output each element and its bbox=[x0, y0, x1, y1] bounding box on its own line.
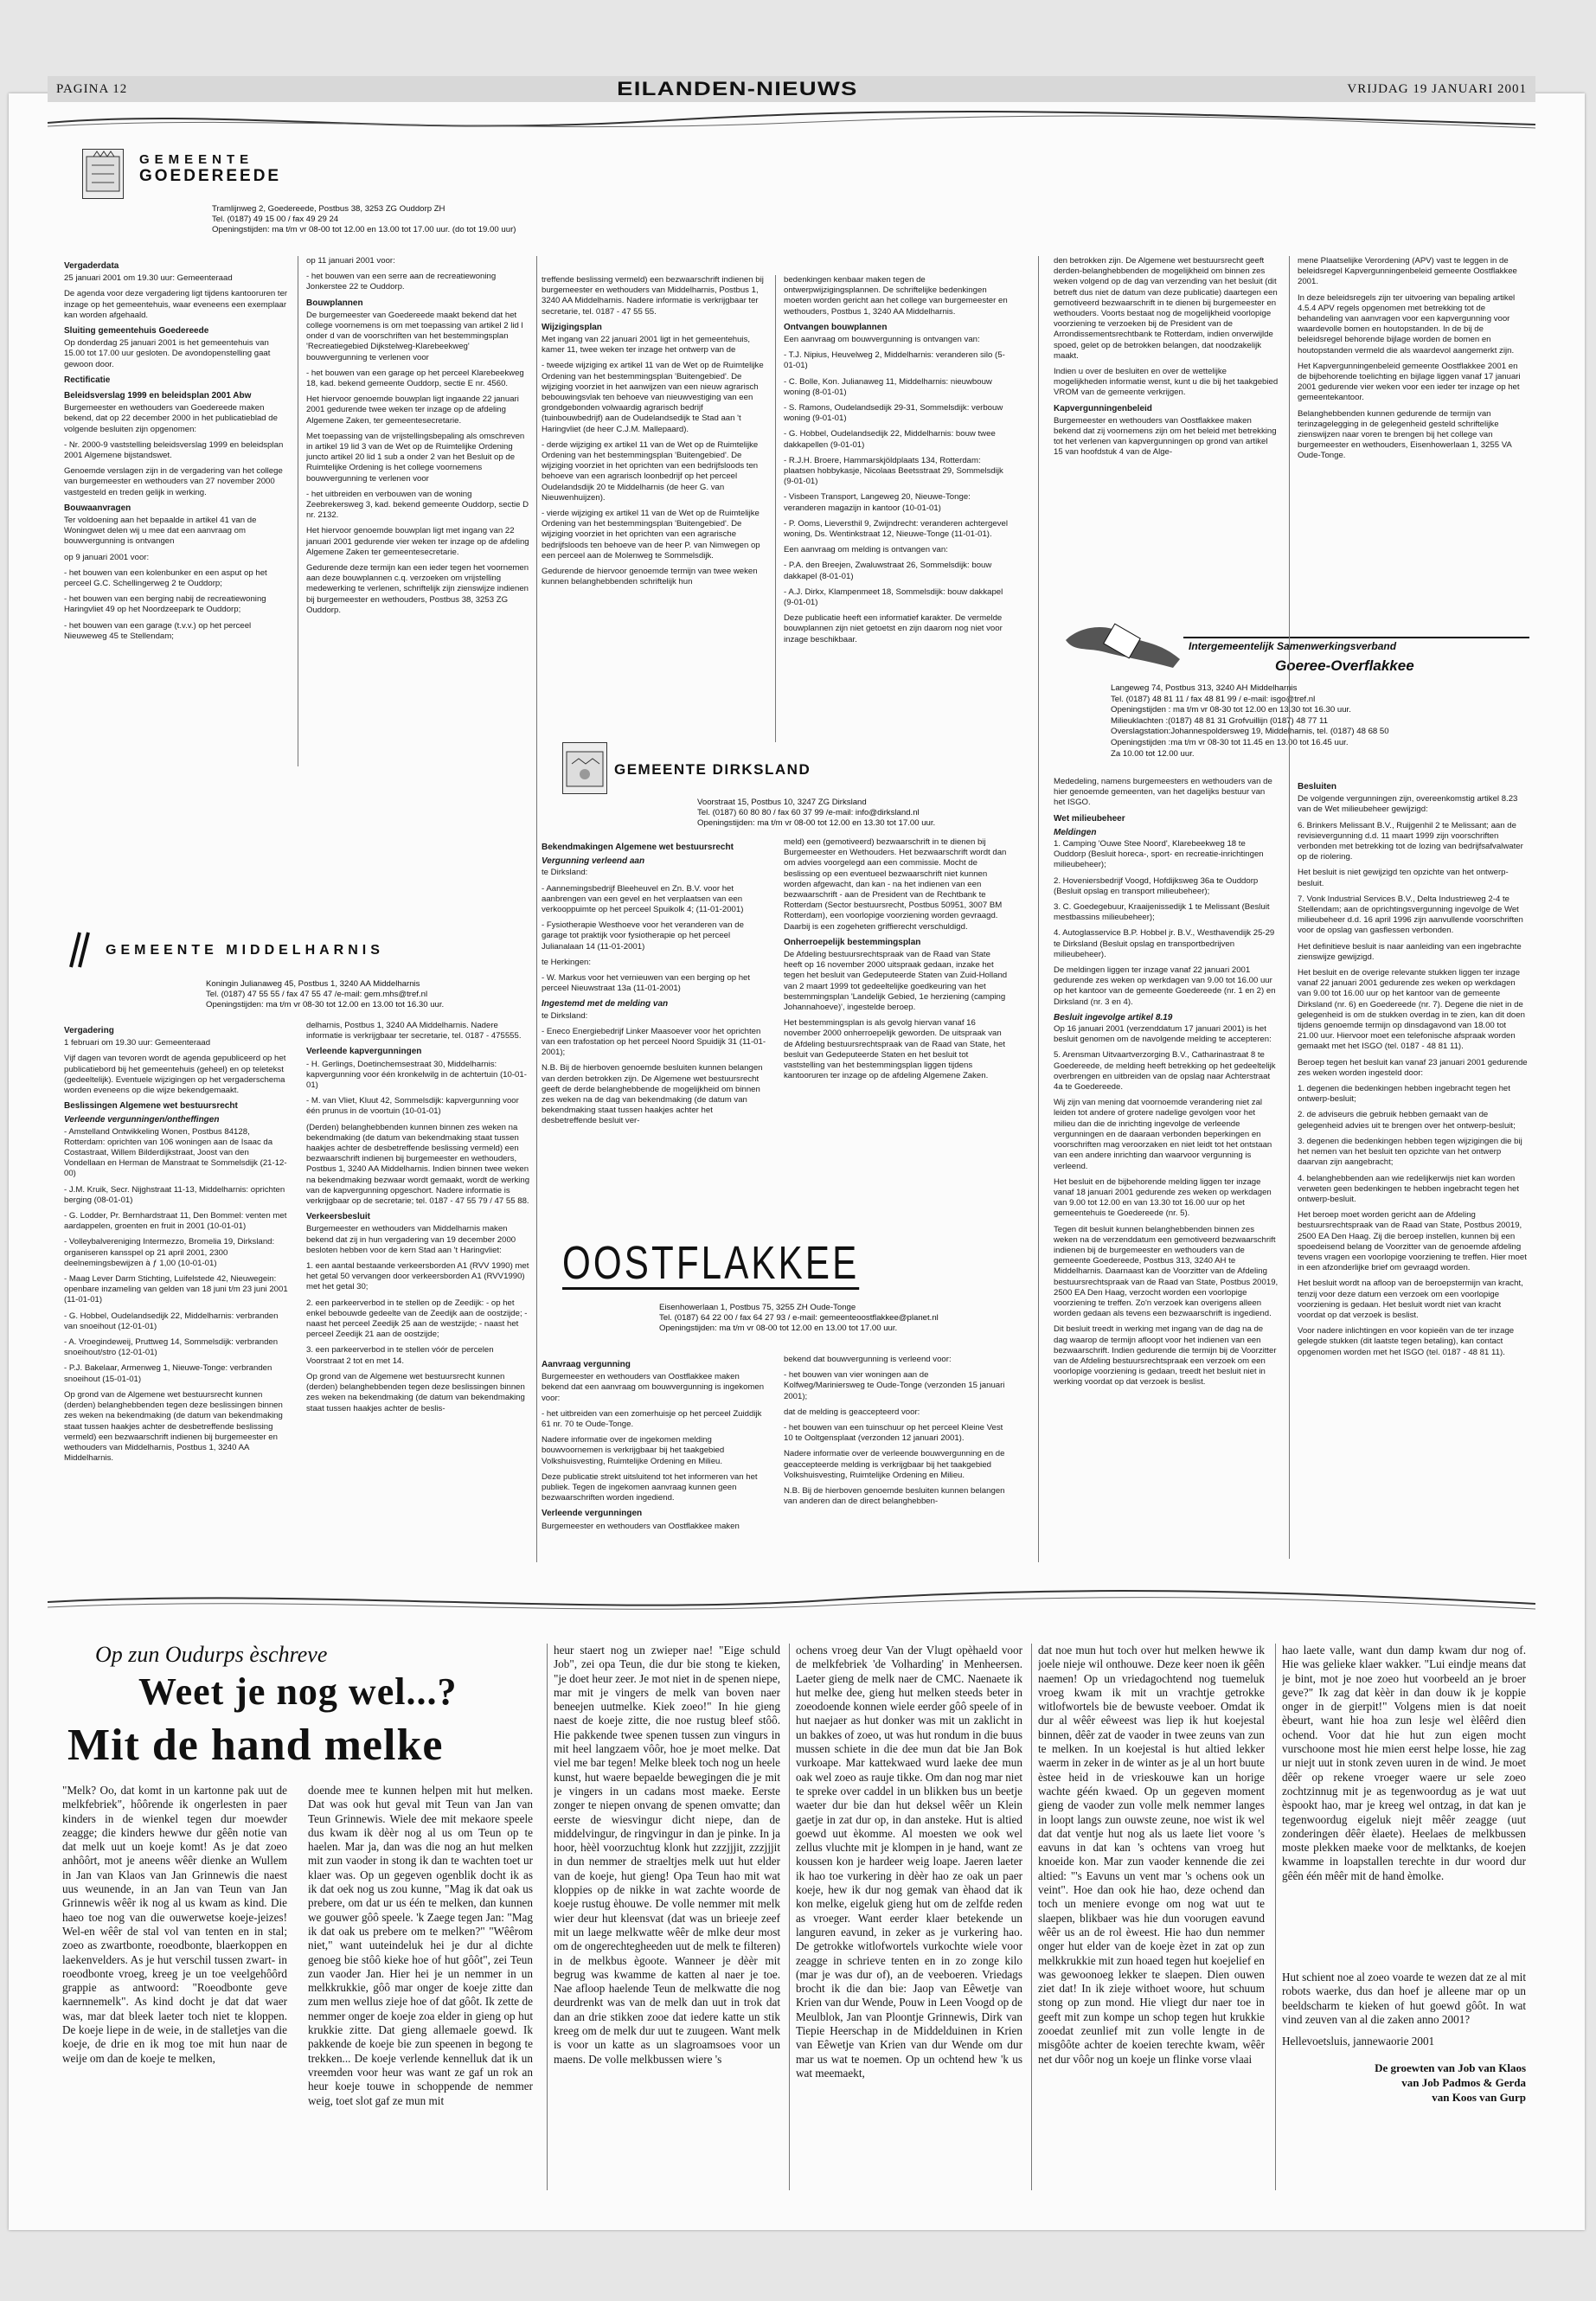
paragraph: te Dirksland: bbox=[542, 868, 588, 878]
paragraph: te Dirksland: bbox=[542, 1010, 588, 1021]
section-heading: Kapvergunningenbeleid bbox=[1054, 403, 1152, 413]
paragraph: - het bouwen van een garage op het perceel Klarebeekweg 18, kad. bekend gemeente Ouddorp, sectie E nr. 4560. bbox=[306, 368, 524, 389]
section-heading: Verleende vergunningen bbox=[542, 1509, 643, 1519]
paragraph: 1. een aantal bestaande verkeersborden A1 (RVV 1990) met het getal 50 vervangen door verkeersborden A1 (RVV1990) met het getal 30; bbox=[306, 1261, 529, 1292]
paragraph: bekend dat bouwvergunning is verleend voor: bbox=[784, 1355, 952, 1364]
goedereede-column-2 bbox=[306, 256, 531, 766]
paragraph: Burgemeester en wethouders van Oostflakkee maken bekend dat zij voornemens zijn om het beleid met betrekking tot het verlenen van kapvergunningen op grond van artikel 15 van hoofdstuk 4 van de Alge- bbox=[1054, 415, 1277, 458]
paragraph: Het besluit en de bijbehorende melding liggen ter inzage vanaf 18 januari 2001 gedurende zes weken op werkdagen van 9.00 tot 12.00 en van 13.30 tot 16.00 uur op het gemeentehuis te Goedereede (nr. 5). bbox=[1054, 1176, 1272, 1219]
page-number: PAGINA 12 bbox=[56, 81, 128, 96]
article-column-1: "Melk? Oo, dat komt in un kartonne pak uut de melkfebriek", hôôrende ik ongerlesten in paer kinders in de wienkel tegen dur moewder zeagge; die kinders hewwe dur gêên notie van dat melk uut un koeje komt! As je dat zoeo anhôôrt, mot je aneens wêêr dienke an Wullem in Jan van Klaos van Jan Grinnewis die naest uus weunende, in an Jan van Teun van Jan Grinnewis wêêr ik nog al us kwam as kind. Die haeo toe nog van die ouwerwetse koeje-jeizes! Wel-en wêêr de stal vol van tenten en in stal; zoeo as zwartbonte, roeodbonte, blaerkoppen en laekenvelders. As je hut verschil tussen zwart- in roeodbonte vroeg, kreeg je un toe veelgehôôrd grappie as antwoord: "Roeodbonte geve kaernnemelk". As kind docht je dat dat waer was, mar dat bleek laeter toch niet te kloppen. De koeje liepe in de weie, in de stalletjes van die koeje, de drie en ik mog toe mit hun naar de weije om dan de koeje te melken, bbox=[62, 1784, 287, 2065]
subsection-heading: Vergunning verleend aan bbox=[542, 856, 645, 867]
paragraph: 2. Hoveniersbedrijf Voogd, Hofdijksweg 36a te Ouddorp (Besluit opslag en transport milieubeheer); bbox=[1054, 875, 1259, 896]
paragraph: meld) een (gemotiveerd) bezwaarschrift in te dienen bij Burgemeester en Wethouders. Het bezwaarschrift wordt dan om advies voorgelegd aan een commissie. Mocht de beslissing op een eventueel bezwaarschrift niet kunnen worden afgewacht, dan kan - na het indienen van een bezwaarschrift - aan de President van de Rechtbank te Rotterdam (Sector bestuursrecht, Postbus 50951, 3007 BM Rotterdam), een voorlopige voorziening worden gevraagd. Daarbij is een zogeheten griffierecht verschuldigd. bbox=[784, 837, 1007, 932]
section-heading: Onherroepelijk bestemmingsplan bbox=[784, 937, 921, 947]
paragraph: - Nr. 2000-9 vaststelling beleidsverslag 1999 en beleidsplan 2001 Algemene bijstandswet. bbox=[64, 439, 284, 461]
section-heading: Aanvraag vergunning bbox=[542, 1360, 631, 1369]
paragraph: Op grond van de Algemene wet bestuursrecht kunnen (derden) belanghebbenden tegen deze beslissingen binnen zes weken na bekendmaking (de datum van bekendmaking staat tussen haakjes achter de beslis- bbox=[306, 1371, 525, 1413]
paragraph: Vijf dagen van tevoren wordt de agenda gepubliceerd op het publicatiebord bij het gemeentehuis (geheel) en op teletekst (gedeeltelijk). Eventuele wijzigingen op het vergaderschema worden eveneens op die wijze bekendgemaakt. bbox=[64, 1054, 286, 1096]
decorative-wave-bottom bbox=[48, 1585, 1535, 1619]
paragraph: 5. Arensman Uitvaartverzorging B.V., Catharinastraat 8 te Goedereede, de melding heeft betrekking op het gedeeltelijk overbrengen en uitbreiden van de opslag naar Achterstraat 4a te Goedereede. bbox=[1054, 1050, 1276, 1093]
isgo-banner: Intergemeentelijk Samenwerkingsverband bbox=[1189, 640, 1397, 652]
paragraph: Het beroep moet worden gericht aan de Afdeling bestuursrechtspraak van de Raad van State, Postbus 20019, 2500 EA Den Haag. Zij die beroep instellen, kunnen bij een spoedeisend belang de Voorzitter van de genoemde afdeling tevens vragen een voorlopige voorziening te treffen. Hier moet in een afzonderlijke brief om gevraagd worden. bbox=[1298, 1210, 1527, 1273]
isgo-name: Goeree-Overflakkee bbox=[1275, 657, 1414, 674]
isgo-contact-line: Openingstijden :ma t/m vr 08-30 tot 11.45 en 13.00 tot 16.45 uur. bbox=[1111, 737, 1349, 747]
section-heading: Sluiting gemeentehuis Goedereede bbox=[64, 326, 209, 336]
paragraph: - Aannemingsbedrijf Bleeheuvel en Zn. B.V. voor het aanbrengen van een gevel en het verplaatsen van een verkooppuimte op het perceel Spuikolk 4; (11-01-2001) bbox=[542, 883, 744, 915]
paragraph: Het bestemmingsplan is als gevolg hiervan vanaf 16 november 2000 onherroepelijk geworden. De uitspraak van de Afdeling bestuursrechtspraak van de Raad van State, het besluit van Gedeputeerde Staten en het besluit tot vaststelling van het bestemmingsplan liggen tijdens kantooruren ter inzage op de afdeling Algemene Zaken. bbox=[784, 1018, 1006, 1081]
goedereede-hours: Openingstijden: ma t/m vr 08-00 tot 12.00 en 13.00 tot 17.00 uur. (do tot 19.00 uur) bbox=[212, 225, 516, 234]
oostflakkee-column-1 bbox=[542, 1355, 766, 1562]
paragraph: - H. Gerlings, Doetinchemsestraat 30, Middelharnis: kapvergunning voor één kronkelwilg in de achtertuin (10-01-01) bbox=[306, 1059, 527, 1091]
article-column-3: heur staert nog un zwieper nae! "Eige schuld Job", zei opa Teun, die dur bie stong te kieken, "je doet heur zeer. Je mot niet in de spenen niepe, mar mit je vingers de melk van boven naer beneejen uutmelke. Kiek zoeo!" In hie gieng naest de koeje zitte, die noe rustug bleef stôô. Hie pakkende twee spenen tussen zun vingurs in mit heel langzaem vôôr, hoe je moet melke. Dat viel me bar tegen! Melke bleek toch nog un heele kunst, hut waere bepaelde bewegingen die je mit je vingers in un cadans most maeke. Eerste zonger te niepen onvang de spenen omvatte; dan eerste de wiesvingur dicht niepe, dan de middelvingur, de ringvingur in dan je pinke. In ja hoor, hèèl voorzuchtug klonk hut zzzjjjit, zzzjjjit in dun nemmer de straeltjes melk uut hut elder van de koeje, hut gieng! Opa Teun hao mit wat kloppies op de nikke in wat zachte woorde de koeje rustug èhouwe. De volle nemmer mit melk wier deur hut kleensvat (dat was un brieeje zeef mit un laege melkwatte wêêr de mlke deur most om de ongerechtegheeden uut de melk te filteren) in de melkbus ègoote. Wanneer je dèèr mit begrug was kwamme de katten al naer je toe. Nae afloop haelende Teun de melkwatte die nog deurdrenkt was van de melk dan uut in trok dat dan an drie stikken zooe dat iedere katte un stik kreeg om de melk dur uut te zuugeen. Want melk is voor un katte as un slagroamsoes voor un maens. De volle melkbussen wiere 's bbox=[554, 1644, 780, 2066]
paragraph: delharnis, Postbus 1, 3240 AA Middelharnis. Nadere informatie is verkrijgbaar ter secretarie, tel. 0187 - 475555. bbox=[306, 1021, 522, 1042]
paragraph: Het hiervoor genoemde bouwplan ligt met ingang van 22 januari 2001 gedurende vier weken ter inzage op de afdeling Algemene Zaken ter gemeentesecretarie. bbox=[306, 526, 529, 557]
paragraph: Het hiervoor genoemde bouwplan ligt ingaande 22 januari 2001 gedurende twee weken ter inzage op de afdeling Algemene Zaken, ter gemeentesecretarie. bbox=[306, 394, 519, 426]
paragraph: (Derden) belanghebbenden kunnen binnen zes weken na bekendmaking (de datum van bekendmaking staat tussen haakjes achter de desbetreffende beslissing vermeld) een bezwaarschrift indienen bij burgemeester en wethouders, Postbus 1, 3240 AA Middelharnis. Indien binnen twee weken na bekendmaking bezwaar wordt gemaakt, wordt de werking van de kapvergunning opgeschort. Nadere informatie is verkrijgbaar op de secretarie; tel. 0187 - 47 55 79 / 47 55 88. bbox=[306, 1122, 530, 1207]
paragraph: op 11 januari 2001 voor: bbox=[306, 256, 395, 266]
middelharnis-phone: Tel. (0187) 47 55 55 / fax 47 55 47 /e-mail: gem.mhs@tref.nl bbox=[206, 990, 428, 999]
paragraph: - het bouwen van een berging nabij de recreatiewoning Haringvliet 49 op het Noordzeepark te Ouddorp; bbox=[64, 594, 266, 615]
paragraph: - tweede wijziging ex artikel 11 van de Wet op de Ruimtelijke Ordening van het bestemmingsplan 'Buitengebied'. De wijziging voorziet in het aanwijzen van een nieuw agrarisch bebouwingsvlak ten behoeve van nieuwvestiging van een grondgebonden volwaardig agrarisch bedrijf (tuinbouwbedrijf) aan de Oudelandsedijk te Stad aan 't Haringvliet (de heer C.J.M. Mallepaard). bbox=[542, 361, 764, 434]
paragraph: - R.J.H. Broere, Hammarskjöldplaats 134, Rotterdam: plaatsen hobbykasje, Nicolaas Beetsstraat 29, Sommelsdijk (9-01-01) bbox=[784, 455, 1003, 487]
paragraph: Genoemde verslagen zijn in de vergadering van het college van burgemeester en wethouders van 27 november 2000 vastgesteld en treden gelijk in werking. bbox=[64, 466, 283, 497]
middelharnis-column-4 bbox=[784, 275, 1009, 742]
isgo-column-1 bbox=[1054, 777, 1279, 1560]
paragraph: te Herkingen: bbox=[542, 957, 592, 967]
section-heading: Bouwplannen bbox=[306, 298, 363, 308]
article-column-4: ochens vroeg deur Van der Vlugt opèhaeld voor de melkfebriek 'de Volharding' in Menheersen. Laeter gieng de melk naer de CMC. Naenaete ik hut melke dee, gieng hut melken steeds beter in zoeodoende konnen wiele eerder gôô speele of in hut naejaer as hut donker was mit un zaklicht in un bakkes of zoeo, ut was hut rondum in die buus mussen schiete in die dee mun dat bie Jan Bok vurkoape. Mar kattekwaed wurd laeke dee mun oak wel zoeo as rauje tikke. Om dan nog mar niet te spreke over caddel in un blikken bus un beetje waeter dur bie dan hut deksel wêêr un Klein gaetje in zat dur op, in dan ansteke. Hut is altied goewd uut èkomme. Al moesten we ook wel zellus vluchte mit je klompen in je hand, want ze koussen kon je hardeer weig loape. Jaeren laeter ik hao toe vurkering in dèèr hao ze oak un paer koeje, hew ik dur nog gemak van èhaod dat ik kon melke, eigeluk gieng hut om de zelfde reden as vroeger. Want eerder klaer betekende un languren eavund, in zeker as je vurkering hao. De getrokke witlofwortels vurkochte wiele voor zeagge in schrieve tenten en in zo zonge kilo (mar je was dur of), an de veeboeren. Vriedags brocht ik die dan bie: Jaop van Eêwetje van Krien van dur Wende, Pouw in Leen Voogd op de Meulblok, Jan van Ploontje Grinnewis, Dirk van Tiepie Heerschap in de Middelduinen in Krien van Eêwetje van Krien van dur Wende om dur mar us wat te noemen. Op un ochtend hew 'k us wat meemaekt, bbox=[796, 1644, 1022, 2080]
isgo-contact-line: Overslagstation:Johannespoldersweg 19, Middelharnis, tel. (0187) 48 68 50 bbox=[1111, 727, 1389, 737]
decorative-wave-top bbox=[48, 104, 1535, 138]
goedereede-header bbox=[82, 149, 567, 244]
paragraph: Nadere informatie over de verleende bouwvergunning en de geaccepteerde melding is verkrijgbaar bij het taakgebied Volkshuisvesting, Ruimtelijke Ordening en Milieu. bbox=[784, 1449, 1005, 1480]
masthead: EILANDEN-NIEUWS bbox=[617, 78, 858, 99]
paragraph: 3. degenen die bedenkingen hebben tegen wijzigingen die bij het nemen van het besluit ten opzichte van het ontwerp daarvan zijn aangebracht; bbox=[1298, 1136, 1522, 1168]
middelharnis-logo-icon bbox=[66, 931, 97, 969]
paragraph: Het besluit wordt na afloop van de beroepstermijn van kracht, tenzij voor deze datum een verzoek om een voorlopige voorziening is gedaan. Het besluit wordt niet van kracht voordat op dat verzoek is beslist. bbox=[1298, 1279, 1523, 1320]
paragraph: dat de melding is geaccepteerd voor: bbox=[784, 1407, 920, 1417]
paragraph: 1. degenen die bedenkingen hebben ingebracht tegen het ontwerp-besluit; bbox=[1298, 1084, 1510, 1105]
paragraph: - S. Ramons, Oudelandsedijk 29-31, Sommelsdijk: verbouw woning (9-01-01) bbox=[784, 403, 1003, 424]
section-heading: Beslissingen Algemene wet bestuursrecht bbox=[64, 1101, 238, 1112]
paragraph: In deze beleidsregels zijn ter uitvoering van bepaling artikel 4.5.4 APV regels opgenomen met betrekking tot de behandeling van aanvragen voor een kapvergunning voor waardevolle bomen en houtopstanden. In de bij de beleidsregel behorende bijlage worden de bomen en houtopstanden vermeld die als waardevol aangemerkt zijn. bbox=[1298, 292, 1516, 356]
signature-line-2: van Job Padmos & Gerda bbox=[1401, 2076, 1526, 2089]
paragraph: mene Plaatselijke Verordening (APV) vast te leggen in de beleidsregel Kapvergunningenbeleid gemeente Oostflakkee 2001. bbox=[1298, 256, 1517, 287]
paragraph: Beroep tegen het besluit kan vanaf 23 januari 2001 gedurende zes weken worden ingesteld door: bbox=[1298, 1057, 1528, 1078]
paragraph: - W. Markus voor het vernieuwen van een berging op het perceel Nieuwstraat 13a (11-01-2001) bbox=[542, 973, 751, 994]
signature-line-3: van Koos van Gurp bbox=[1432, 2091, 1526, 2104]
paragraph: Op 16 januari 2001 (verzenddatum 17 januari 2001) is het besluit genomen om de navolgende melding te accepteren: bbox=[1054, 1024, 1272, 1045]
isgo-contact-line: Langeweg 74, Postbus 313, 3240 AH Middelharnis bbox=[1111, 683, 1298, 693]
article-title-1: Weet je nog wel...? bbox=[138, 1670, 458, 1713]
isgo-header bbox=[1062, 614, 1529, 759]
paragraph: Het besluit is niet gewijzigd ten opzichte van het ontwerp-besluit. bbox=[1298, 868, 1509, 888]
section-heading: Beleidsverslag 1999 en beleidsplan 2001 Abw bbox=[64, 391, 252, 401]
section-heading: Bouwaanvragen bbox=[64, 503, 131, 513]
dirksland-column-1 bbox=[542, 837, 766, 1287]
paragraph: - Volleybalvereniging Intermezzo, Bromelia 19, Dirksland: organiseren kansspel op 21 april 2001, 2300 deelnemingsbewijzen à ƒ 1,00 (10-01-01) bbox=[64, 1237, 275, 1268]
middelharnis-column-2 bbox=[306, 1021, 531, 1557]
paragraph: - G. Hobbel, Oudelandsedijk 22, Middelharnis: bouw twee dakkapellen (9-01-01) bbox=[784, 429, 996, 450]
subsection-heading: Besluit ingevolge artikel 8.19 bbox=[1054, 1012, 1173, 1022]
dirksland-crest-icon bbox=[562, 742, 607, 794]
isgo-contact-line: Milieuklachten :(0187) 48 81 31 Grofvuillijn (0187) 48 77 11 bbox=[1111, 715, 1329, 726]
paragraph: Het Kapvergunningenbeleid gemeente Oostflakkee 2001 en de bijbehorende toelichting en bijlage liggen vanaf 17 januari 2001 gedurende vier weken voor een ieder ter inzage op het gemeentekantoor. bbox=[1298, 361, 1521, 403]
section-heading: Bekendmakingen Algemene wet bestuursrecht bbox=[542, 843, 734, 852]
paragraph: 7. Vonk Industrial Services B.V., Delta Industrieweg 2-4 te Stellendam; aan de oprichtingsvergunning ingevolge de Wet milieubeheer d.d. 16 april 1996 zijn aanvullende voorschriften voor de opslag van gasflessen verbonden. bbox=[1298, 894, 1523, 936]
paragraph: - het bouwen van een serre aan de recreatiewoning Jonkerstee 22 te Ouddorp. bbox=[306, 272, 497, 292]
paragraph: Deze publicatie heeft een informatief karakter. De vermelde bouwplannen zijn niet getoetst en zijn daarom nog niet voor inzage beschikbaar. bbox=[784, 613, 1003, 644]
isgo-contact-line: Openingstijden : ma t/m vr 08-30 tot 12.00 en 13.30 tot 16.30 uur. bbox=[1111, 705, 1351, 715]
paragraph: Mededeling, namens burgemeesters en wethouders van de hier genoemde gemeenten, van het dagelijks bestuur van het ISGO. bbox=[1054, 777, 1272, 808]
paragraph: 25 januari 2001 om 19.30 uur: Gemeenteraad bbox=[64, 273, 233, 284]
page-header-bar bbox=[48, 76, 1535, 102]
paragraph: - Eneco Energiebedrijf Linker Maasoever voor het oprichten van een trafostation op het perceel Noord Spuidijk 31 (11-01-2001); bbox=[542, 1026, 766, 1058]
paragraph: treffende beslissing vermeld) een bezwaarschrift indienen bij burgemeester en wethouders van Middelharnis, Postbus 1, 3240 AA Middelharnis. Nadere informatie is verkrijgbaar ter secretarie, tel. 0187 - 47 55 55. bbox=[542, 275, 764, 317]
middelharnis-hours: Openingstijden: ma t/m vr 08-30 tot 12.00 en 13.00 tot 16.30 uur. bbox=[206, 1000, 445, 1009]
paragraph: - T.J. Nipius, Heuvelweg 2, Middelharnis: veranderen silo (5-01-01) bbox=[784, 350, 1005, 371]
paragraph: bedenkingen kenbaar maken tegen de ontwerpwijzigingsplannen. De schriftelijke bedenkingen moeten worden gericht aan het college van burgemeester en wethouders, Postbus 1, 3240 AA Middelharnis. bbox=[784, 275, 1008, 317]
paragraph: - het bouwen van een kolenbunker en een asput op het perceel G.C. Schellingerweg 2 te Ouddorp; bbox=[64, 567, 267, 589]
middelharnis-header bbox=[66, 931, 533, 1017]
paragraph: 1 februari om 19.30 uur: Gemeenteraad bbox=[64, 1038, 211, 1048]
oostflakkee-column-3 bbox=[1054, 256, 1279, 619]
paragraph: - P.J. Bakelaar, Armenweg 1, Nieuwe-Tonge: verbranden snoeihout (15-01-01) bbox=[64, 1363, 272, 1384]
paragraph: 4. Autoglasservice B.P. Hobbel jr. B.V., Westhavendijk 25-29 te Dirksland (Besluit opslag en transportbedrijven milieubeheer). bbox=[1054, 928, 1275, 959]
paragraph: 2. de adviseurs die gebruik hebben gemaakt van de gelegenheid advies uit te brengen over het ontwerp-besluit; bbox=[1298, 1110, 1516, 1131]
paragraph: Voor nadere inlichtingen en voor kopieën van de ter inzage gelegde stukken (dit laatste tegen betaling), kan contact opgenomen worden met het ISGO (tel. 0187 - 48 81 11). bbox=[1298, 1326, 1515, 1357]
paragraph: - het bouwen van een tuinschuur op het perceel Kleine Vest 10 te Ooltgensplaat (verzonden 12 januari 2001). bbox=[784, 1423, 1003, 1444]
paragraph: Het definitieve besluit is naar aanleiding van een ingebrachte zienswijze gewijzigd. bbox=[1298, 941, 1522, 962]
signature-line-1: De groewten van Job van Klaos bbox=[1375, 2061, 1526, 2074]
island-map-icon bbox=[1062, 614, 1183, 683]
goedereede-word1: GEMEENTE bbox=[139, 152, 254, 167]
paragraph: Indien u over de besluiten en over de wettelijke mogelijkheden informatie wenst, kunt u die bij het taakgebied VROM van de gemeente verkrijgen. bbox=[1054, 367, 1279, 398]
paragraph: Tegen dit besluit kunnen belanghebbenden binnen zes weken na de verzenddatum een gemotiveerd bezwaarschrift indienen bij de burgemeester en wethouders van de gemeente Goedereede, Postbus 313, 3240 AH te Middelharnis. Daarnaast kan de Voorzitter van de Afdeling bestuursrechtspraak van de Raad van State, Postbus 20019, 2500 EA Den Haag, verzocht worden een voorlopige voorziening te treffen. Zo'n verzoek kan overigens alleen worden gedaan als tevens een bezwaarschrift is ingediend. bbox=[1054, 1224, 1279, 1319]
oostflakkee-hours: Openingstijden: ma t/m vr 08-00 tot 12.00 en 13.00 tot 17.00 uur. bbox=[659, 1324, 898, 1333]
paragraph: - A. Vroegindeweij, Pruttweg 14, Sommelsdijk: verbranden snoeihout/stro (12-01-01) bbox=[64, 1337, 279, 1358]
article-column-2: doende mee te kunnen helpen mit hut melken. Dat was ook hut geval mit Teun van Jan van Teun Grinnewis. Wiele dee mit mekaore speele dus kwam ik dèèr nog al us om Teun op te haelen. Mar ja, dan was die nog an hut melken mit zun vaoder in stong ik dan te wachten toet ur klaer was. Op un gegeven ogenblik docht ik as ik dat oek nog us zou kunne, "Mag ik dat oak us prebere, om dat ur us één te melken, dan kunnen we gouwer gôô speele. 'k Zaege tegen Jan: "Mag ik dat oak us prebere om te melken?" "Wêêrom niet," want uuteindeluk hei je dur al dichte genoeg bie stôô kieke hoe of hut gôôt", zei Teun zun vaoder Jan. Hier hei je un nemmer in un melkkrukkie, gôô mar onger de koeje zitte dan zum men wellus zieje hoe of dat gôôt. Ik zette de nemmer onger de koeje zoa elder in gieng op hut krukkie zitte. Dat gieng allemaele goewd. Ik pakkende de koeje bie zun speenen in begong te trekken... De koeje verlende kennelluk dat ik un vreemden voor heur was want ze gaf un rok an heur koeje touwe in schoppende de nemmer weig, toet slot gaf ze mun mit bbox=[308, 1784, 533, 2107]
paragraph: - G. Hobbel, Oudelandsedijk 22, Middelharnis: verbranden van snoeihout (12-01-01) bbox=[64, 1311, 279, 1331]
paragraph: 3. C. Goedegebuur, Kraaijenissedijk 1 te Melissant (Besluit mestbassins milieubeheer); bbox=[1054, 902, 1270, 923]
paragraph: De agenda voor deze vergadering ligt tijdens kantooruren ter inzage op het gemeentehuis, waar eveneens een exemplaar kan worden afgehaald. bbox=[64, 289, 288, 320]
paragraph: - A.J. Dirkx, Klampenmeet 18, Sommelsdijk: bouw dakkapel (9-01-01) bbox=[784, 586, 1003, 608]
section-heading: Vergadering bbox=[64, 1026, 114, 1035]
section-heading: Wijzigingsplan bbox=[542, 322, 602, 332]
middelharnis-name: GEMEENTE MIDDELHARNIS bbox=[106, 943, 384, 958]
paragraph: 1. Camping 'Ouwe Stee Noord', Klarebeekweg 18 te Ouddorp (Besluit horeca-, sport- en recreatie-inrichtingen milieubeheer); bbox=[1054, 839, 1264, 870]
paragraph: - J.M. Kruik, Secr. Nijghstraat 11-13, Middelharnis: oprichten berging (08-01-01) bbox=[64, 1184, 285, 1205]
paragraph: - het bouwen van een garage (t.v.v.) op het perceel Nieuweweg 45 te Stellendam; bbox=[64, 620, 252, 641]
paragraph: - Fysiotherapie Westhoeve voor het veranderen van de garage tot praktijk voor fysiotherapie op het perceel Julianalaan 14 (11-01-2001) bbox=[542, 920, 744, 952]
paragraph: - C. Bolle, Kon. Julianaweg 11, Middelharnis: nieuwbouw woning (8-01-01) bbox=[784, 376, 992, 397]
dirksland-column-2 bbox=[784, 837, 1009, 1287]
article-column-5: dat noe mun hut toch over hut melken hewwe ik joele nieje wil onthouwe. Deze keer noen ik gêên naemen! Op un vriedagochtend nog tuemeluk vroeg kwam ik mit un vrachtje getrokke witlofwortels bie de bewuste veeboer. Omdat ik dur al wêêr eêweest was liep ik hut koejestal binnen, dêêr zat de vaoder in twee zeuns van zun te melken. In un koejestal is hut altied lekker waerm in zeker in de winter as je al un hort buute èstee heid in de vrieskouwe kan un horige wachte géén kwaed. Op un gegeven moment gieng de vaoder zun volle melk nemmer langes in loopt langs zun ouwste zeune, noe wist ik wel dat dat ventje hut nog als us laete liet voore 's eavuns in dat kan 's ochtens van vroeg hut knoeide kon. Mar zun vaoder kennende die zei altied: "'s Eavuns un vent mar 's ochens ook un veint". Hoe dan ook hie hao, deze ochend dan toch un meniere evonge om nog wat uut te slaepen, blikbaer was hie dun voorugen eavund wêêr us an de rol èweest. Hie hao dun nemmer onger hut elder van de koeje èzet in zat op zun melkkrukkie mit zun hoaed tegen hut koejelief en was gewoonoeg lekker te slaepen. Dien ouwen ziet dat! In ik zieje withoet woore, hut schuum stong op zun mond. Hie vliegt dur naer toe in geeft mit zun kompe un schop tegen hut krukkie zooedat zeunlief mit zun volle lengte in de misgôôte achter de koeien terechte kwam, wêêr net dur vôôr nog un koeje un flinke vorse vlaai bbox=[1038, 1644, 1265, 2066]
paragraph: Burgemeester en wethouders van Middelharnis maken bekend dat zij in hun vergadering van 19 december 2000 besloten hebben voor de kern Stad aan 't Haringvliet: bbox=[306, 1224, 516, 1255]
dirksland-hours: Openingstijden: ma t/m vr 08-00 tot 12.00 en 13.30 tot 17.00 uur. bbox=[697, 818, 936, 828]
paragraph: 4. belanghebbenden aan wie redelijkerwijs niet kan worden verweten geen bedenkingen te hebben ingebracht tegen het ontwerp-besluit. bbox=[1298, 1173, 1520, 1204]
paragraph: De burgemeester van Goedereede maakt bekend dat het college voornemens is om met toepassing van artikel 2 lid l onder d van de voorschriften van het bestemmingsplan 'Recreatiegebied Dijkstelweg-Klarebeekweg' bouwvergunning te verlenen voor bbox=[306, 310, 523, 362]
goedereede-phone: Tel. (0187) 49 15 00 / fax 49 29 24 bbox=[212, 215, 339, 224]
paragraph: Ter voldoening aan het bepaalde in artikel 41 van de Woningwet delen wij u mee dat een aanvraag om bouwvergunning is ontvangen bbox=[64, 516, 257, 547]
dirksland-phone: Tel. (0187) 60 80 80 / fax 60 37 99 /e-mail: info@dirksland.nl bbox=[697, 808, 920, 817]
paragraph: N.B. Bij de hierboven genoemde besluiten kunnen belangen van derden betrokken zijn. De Algemene wet bestuursrecht geeft de derde belanghebbende de mogelijkheid om binnen zes weken na de dag van bekendmaking (de datum van bekendmaking staat tussen haakjes achter het desbetreffende besluit ver- bbox=[542, 1063, 763, 1126]
paragraph: Burgemeester en wethouders van Goedereede maken bekend, dat op 22 december 2000 in het publicatieblad de volgende besluiten zijn opgenomen: bbox=[64, 403, 278, 434]
paragraph: - het bouwen van vier woningen aan de Kolfweg/Mariniersweg te Oude-Tonge (verzonden 15 januari 2001); bbox=[784, 1370, 1005, 1401]
section-heading: Wet milieubeheer bbox=[1054, 813, 1125, 824]
isgo-column-2 bbox=[1298, 777, 1528, 1560]
paragraph: - Maag Lever Darm Stichting, Luifelstede 42, Nieuwegein: openbare inzameling van gelden van 18 juni t/m 23 juni 2001 (11-01-01) bbox=[64, 1274, 288, 1305]
paragraph: op 9 januari 2001 voor: bbox=[64, 552, 150, 562]
oostflakkee-address: Eisenhowerlaan 1, Postbus 75, 3255 ZH Oude-Tonge bbox=[659, 1303, 856, 1312]
subsection-heading: Verleende vergunningen/ontheffingen bbox=[64, 1115, 220, 1125]
paragraph: Burgemeester en wethouders van Oostflakkee maken bekend dat een aanvraag om bouwvergunning is ingekomen voor: bbox=[542, 1372, 765, 1403]
paragraph: Wij zijn van mening dat voornoemde verandering niet zal leiden tot andere of grotere nadelige gevolgen voor het milieu dan die de inrichting ingevolge de verleende vergunningen en de daaraan verbonden beperkingen en voorschriften mag veroorzaken en niet leidt tot het ontstaan van een andere inrichting dan waarvoor vergunning is verleend. bbox=[1054, 1098, 1272, 1171]
oostflakkee-logo: OOSTFLAKKEE bbox=[562, 1237, 860, 1289]
paragraph: Het besluit en de overige relevante stukken liggen ter inzage vanaf 22 januari 2001 gedurende zes weken op werkdagen van 9.00 tot 16.00 uur op het kantoor van de gemeente Dirksland (nr. 6) en Goedereede (nr. 7). Degene die niet in de gelegenheid is om de stukken overdag in te zien, kan dit doen tijdens genoemde termijn op dinsdagavond van 18.00 tot 21.00 uur. Hiervoor moet een telefonische afspraak worden gemaakt met het ISGO (tel. 0187 - 48 81 11). bbox=[1298, 968, 1525, 1052]
middelharnis-column-1 bbox=[64, 1021, 289, 1557]
paragraph: - P. Ooms, Lieversthil 9, Zwijndrecht: veranderen achtergevel woning, Ds. Wentinkstraat 12, Nieuwe-Tonge (11-01-01). bbox=[784, 518, 1008, 540]
paragraph: 2. een parkeerverbod in te stellen op de Zeedijk: - op het enkel bebouwde gedeelte van de Zeedijk aan de oostzijde; - naast het perceel Zeedijk 25 aan de westzijde; - naast het perceel Zeedijk 21 aan de oostzijde; bbox=[306, 1298, 528, 1340]
article-closing: Hut schient noe al zoeo voarde te wezen dat ze al mit robots waerke, dus dan hoef je alleene mar op un beeldscharm te kieken of hut goewd gôôt. In wat vind zeuven van al die zaken anno 2001? bbox=[1282, 1971, 1526, 2026]
subsection-heading: Ingestemd met de melding van bbox=[542, 999, 669, 1009]
paragraph: den betrokken zijn. De Algemene wet bestuursrecht geeft derden-belanghebbenden de mogelijkheid om binnen zes weken volgend op de dag van verzending van het besluit (dit betreft dus niet de datum van deze publicatie) daartegen een gemotiveerd bezwaarschrift in te dienen bij burgemeester en wethouders. Voorts bestaat nog de mogelijkheid voorlopige voorziening te verzoeken bij de President van de Arrondissementsrechtbank te Rotterdam, indien onverwijlde spoed, gelet op de betrokken belangen, dat noodzakelijk maakt. bbox=[1054, 256, 1278, 361]
section-heading: Verkeersbesluit bbox=[306, 1212, 370, 1222]
section-heading: Ontvangen bouwplannen bbox=[784, 322, 888, 332]
issue-date: VRIJDAG 19 JANUARI 2001 bbox=[1347, 81, 1527, 96]
paragraph: - derde wijziging ex artikel 11 van de Wet op de Ruimtelijke Ordening van het bestemmingsplan 'Buitengebied'. De wijziging voorziet in het oprichten van een bedrijfsloods ten behoeve van een agrarisch loonbedrijf op het perceel Oudelandsdijk 20 te Middelharnis (de heer G. van Nieuwenhuijzen). bbox=[542, 439, 759, 503]
paragraph: Met toepassing van de vrijstellingsbepaling als omschreven in artikel 19 lid 3 van de Wet op de Ruimtelijke Ordening juncto artikel 20 lid 1 sub a onder 2 van het Besluit op de Ruimtelijke Ordening is het college voornemens bouwvergunning te verlenen voor bbox=[306, 431, 525, 484]
dirksland-header bbox=[562, 742, 1012, 829]
oostflakkee-phone: Tel. (0187) 64 22 00 / fax 64 27 93 / e-mail: gemeenteoostflakkee@planet.nl bbox=[659, 1313, 939, 1323]
paragraph: De volgende vergunningen zijn, overeenkomstig artikel 8.23 van de Wet milieubeheer gewijzigd: bbox=[1298, 794, 1518, 815]
paragraph: Een aanvraag om bouwvergunning is ontvangen van: bbox=[784, 335, 980, 345]
goedereede-word2: GOEDEREEDE bbox=[139, 167, 282, 185]
goedereede-address: Tramlijnweg 2, Goedereede, Postbus 38, 3253 ZG Ouddorp ZH bbox=[212, 204, 445, 214]
paragraph: Op donderdag 25 januari 2001 is het gemeentehuis van 15.00 tot 17.00 uur gesloten. De avondopenstelling gaat gewoon door. bbox=[64, 338, 271, 369]
paragraph: - Amstelland Ontwikkeling Wonen, Postbus 84128, Rotterdam: oprichten van 106 woningen aan de Isaac da Costastraat, Willem Bilderdijkstraat, Joost van den Vondellaan en Herman de Manstraat te Sommelsdijk (21-12-00) bbox=[64, 1126, 287, 1179]
goedereede-crest-icon bbox=[82, 149, 124, 199]
paragraph: Dit besluit treedt in werking met ingang van de dag na de dag waarop de termijn afloopt voor het indienen van een bezwaarschrift. Indien gedurende die termijn bij de Voorzitter van de Afdeling bestuursrechtspraak een verzoek om een voorlopige voorziening is gedaan, treedt het besluit niet in werking voordat op dat verzoek is beslist. bbox=[1054, 1324, 1277, 1388]
oostflakkee-column-4 bbox=[1298, 256, 1528, 619]
subsection-heading: Meldingen bbox=[1054, 827, 1097, 837]
paragraph: - M. van Vliet, Kluut 42, Sommelsdijk: kapvergunning voor één prunus in de voortuin (10-01-01) bbox=[306, 1096, 519, 1117]
article-kicker: Op zun Oudurps èschreve bbox=[95, 1642, 328, 1667]
middelharnis-column-3 bbox=[542, 275, 766, 742]
paragraph: - G. Lodder, Pr. Bernhardstraat 11, Den Bommel: venten met aardappelen, groenten en fruit in 2001 (10-01-01) bbox=[64, 1211, 287, 1232]
paragraph: N.B. Bij de hierboven genoemde besluiten kunnen belangen van anderen dan de direct belanghebben- bbox=[784, 1486, 1005, 1507]
paragraph: 6. Brinkers Melissant B.V., Ruijgenhil 2 te Melissant; aan de revisievergunning d.d. 11 maart 1999 zijn voorschriften verbonden met betrekking tot de lozing van bedrijfsafvalwater op de riolering. bbox=[1298, 820, 1523, 862]
article-column-6: hao laete valle, want dun damp kwam dur nog of. Hie was gelieke klaer wakker. "Lui eindje means dat je bint, mot je noe zoeo hut voorbeeld an je broer geve?" Ik zag dat kèèr in dan douw ik je koppie onger in de gierpit!" Volgens mien is dat noeit èbeurt, want hie hoa zun lesje wel èlêêrd dien ochend. Voor dat hie hut zun eigen mocht vurschoone most hie mien eerst helpe losse, hie zag ur niejt uut in stonk zeven uuren in de wind. Je moet dêêr op rekene vroeger waere ur sele zoeo zochtzinnug mit je as tegenwoordug as je wat uut èspookt hao, mar je kreeg wel ontzag, in dat kan je tegenwoordug eigeluk niejt mêêr zeagge (uut zonderingen dêêr èlaete). Heelaes de melkbussen moste plekken maeke voor de melktanks, de koejen kwamme in loapstallen terechte in dur woord dur gêên één mêêr mit de hand èmolke. bbox=[1282, 1644, 1526, 1882]
paragraph: Gedurende deze termijn kan een ieder tegen het voornemen aan deze bouwplannen c.q. verzoeken om vrijstelling medewerking te verlenen, schriftelijk zijn zienswijze indienen bij burgemeester en wethouders, Postbus 38, 3253 ZG Ouddorp. bbox=[306, 563, 529, 615]
paragraph: Deze publicatie strekt uitsluitend tot het informeren van het publiek. Tegen de ingekomen aanvraag kunnen geen bezwaarschriften worden ingediend. bbox=[542, 1471, 758, 1503]
oostflakkee-header bbox=[562, 1239, 1012, 1343]
article-title-2: Mit de hand melke bbox=[67, 1721, 444, 1770]
isgo-contact-line: Za 10.00 tot 12.00 uur. bbox=[1111, 748, 1195, 759]
paragraph: - Visbeen Transport, Langeweg 20, Nieuwe-Tonge: veranderen magazijn in kantoor (10-01-01) bbox=[784, 492, 971, 513]
paragraph: - het uitbreiden van een zomerhuisje op het perceel Zuiddijk 61 nr. 70 te Oude-Tonge. bbox=[542, 1408, 762, 1430]
section-heading: Vergaderdata bbox=[64, 261, 119, 271]
paragraph: Gedurende de hiervoor genoemde termijn van twee weken kunnen belanghebbenden schriftelijk hun bbox=[542, 567, 758, 587]
section-heading: Verleende kapvergunningen bbox=[306, 1047, 422, 1057]
article-signature bbox=[1282, 2061, 1526, 2105]
paragraph: 3. een parkeerverbod in te stellen vóór de percelen Voorstraat 2 tot en met 14. bbox=[306, 1345, 494, 1366]
paragraph: De meldingen liggen ter inzage vanaf 22 januari 2001 gedurende zes weken op werkdagen van 9.00 tot 16.00 uur op het kantoor van de gemeente Goedereede (nr. 1 en 2) en Dirksland (nr. 3 en 4). bbox=[1054, 965, 1276, 1007]
paragraph: - vierde wijziging ex artikel 11 van de Wet op de Ruimtelijke Ordening van het bestemmingsplan 'Buitengebied'. De wijziging voorziet in het oprichten van een agrarische bedrijfsloods ten behoeve van de heer P. van Nimwegen op een perceel aan de Molenweg te Sommelsdijk. bbox=[542, 509, 760, 561]
paragraph: Een aanvraag om melding is ontvangen van: bbox=[784, 545, 948, 555]
paragraph: Burgemeester en wethouders van Oostflakkee maken bbox=[542, 1521, 740, 1531]
dirksland-address: Voorstraat 15, Postbus 10, 3247 ZG Dirksland bbox=[697, 798, 867, 807]
isgo-contact bbox=[1111, 683, 1526, 760]
dirksland-name: GEMEENTE DIRKSLAND bbox=[614, 761, 811, 778]
section-heading: Besluiten bbox=[1298, 782, 1337, 792]
paragraph: De Afdeling bestuursrechtspraak van de Raad van State heeft op 16 november 2000 uitspraak gedaan, inzake het tegen het besluit van Gedeputeerde Staten van Zuid-Holland van 2 maart 1999 tot gedeeltelijke goedkeuring van het bestemmingsplan 'Landelijk Gebied, 1e herziening (camping Johannahoeve)', ingestelde beroep. bbox=[784, 950, 1008, 1013]
section-heading: Rectificatie bbox=[64, 375, 111, 385]
paragraph: Met ingang van 22 januari 2001 ligt in het gemeentehuis, kamer 11, twee weken ter inzage het ontwerp van de bbox=[542, 335, 751, 356]
goedereede-column-1 bbox=[64, 256, 289, 766]
isgo-contact-line: Tel. (0187) 48 81 11 / fax 48 81 99 / e-mail: isgo@tref.nl bbox=[1111, 694, 1316, 704]
paragraph: - P.A. den Breejen, Zwaluwstraat 26, Sommelsdijk: bouw dakkapel (8-01-01) bbox=[784, 561, 992, 581]
article-place-date: Hellevoetsluis, jannewaorie 2001 bbox=[1282, 2035, 1435, 2048]
paragraph: Nadere informatie over de ingekomen melding bouwvoornemen is verkrijgbaar bij het taakgebied Volkshuisvesting, Ruimtelijke Ordening en Milieu. bbox=[542, 1435, 725, 1466]
paragraph: Belanghebbenden kunnen gedurende de termijn van terinzagelegging in de gelegenheid gesteld schriftelijke zienswijzen naar voren te brengen bij het college van burgemeester en wethouders, Eisenhowerlaan 1, 3255 VA Oude-Tonge. bbox=[1298, 408, 1512, 461]
oostflakkee-column-2 bbox=[784, 1355, 1009, 1562]
paragraph: Op grond van de Algemene wet bestuursrecht kunnen (derden) belanghebbenden tegen deze beslissingen binnen zes weken na bekendmaking (de datum van bekendmaking staat tussen haakjes achter de desbetreffende beslissing vermeld) een bezwaarschrift indienen bij burgemeester en wethouders van Middelharnis, Postbus 1, 3240 AA Middelharnis. bbox=[64, 1389, 283, 1464]
paragraph: - het uitbreiden en verbouwen van de woning Zeebrekersweg 3, kad. bekend gemeente Ouddorp, sectie D nr. 2132. bbox=[306, 489, 529, 521]
middelharnis-address: Koningin Julianaweg 45, Postbus 1, 3240 AA Middelharnis bbox=[206, 979, 420, 989]
